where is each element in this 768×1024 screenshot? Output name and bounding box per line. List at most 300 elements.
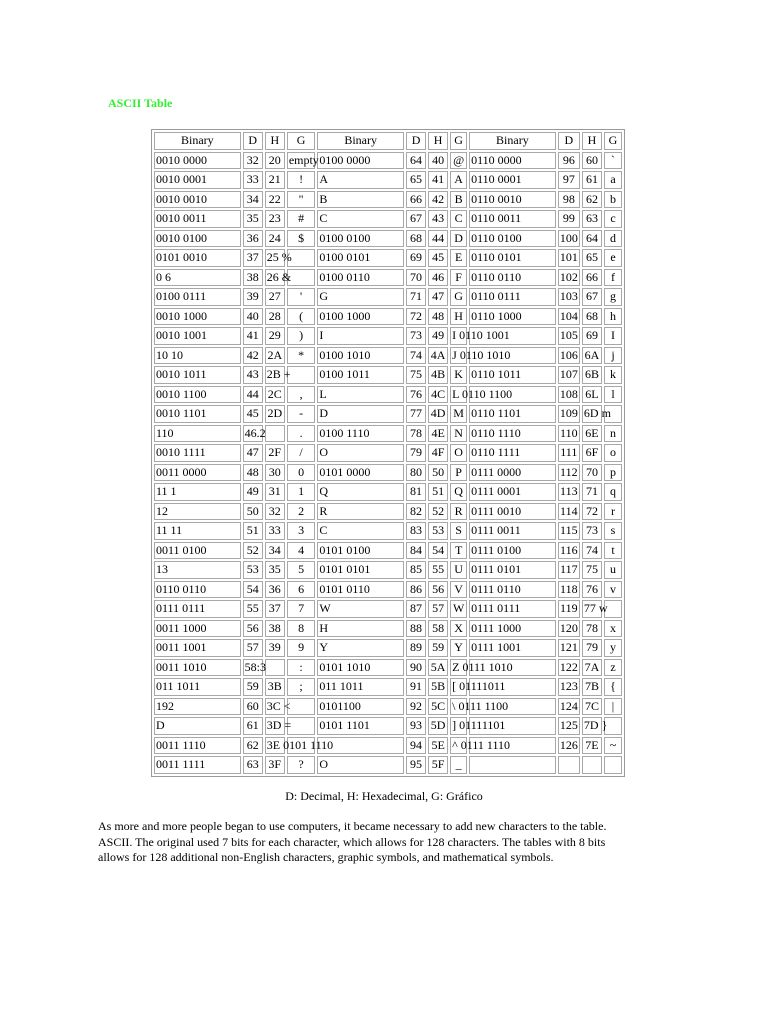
table-cell: 72 xyxy=(582,503,602,521)
table-cell: 0010 1100 xyxy=(154,386,241,404)
table-cell: 77 xyxy=(406,405,426,423)
table-cell: 93 xyxy=(406,717,426,735)
table-cell: 32 xyxy=(243,152,263,170)
table-cell: G xyxy=(317,288,404,306)
table-cell: 102 xyxy=(558,269,580,287)
table-cell: 48 xyxy=(243,464,263,482)
table-legend: D: Decimal, H: Hexadecimal, G: Gráfico xyxy=(285,789,483,803)
table-row xyxy=(154,347,622,365)
table-cell: 52 xyxy=(243,542,263,560)
table-cell: W xyxy=(317,600,404,618)
table-cell: e xyxy=(604,249,622,267)
table-cell: 5E xyxy=(428,737,448,755)
table-cell: 41 xyxy=(428,171,448,189)
table-cell: 55 xyxy=(243,600,263,618)
table-cell: 46 xyxy=(428,269,448,287)
table-cell xyxy=(287,717,316,735)
table-row xyxy=(154,249,622,267)
table-cell: 75 xyxy=(406,366,426,384)
table-cell: 0100 0000 xyxy=(317,152,404,170)
table-cell: 30 xyxy=(265,464,285,482)
table-row xyxy=(154,288,622,306)
table-cell: O xyxy=(450,444,467,462)
table-cell: 0100 1010 xyxy=(317,347,404,365)
table-cell: 0 xyxy=(287,464,316,482)
table-cell: 0011 0000 xyxy=(154,464,241,482)
table-cell: 35 xyxy=(265,561,285,579)
table-cell: 0101 0000 xyxy=(317,464,404,482)
table-cell: 82 xyxy=(406,503,426,521)
table-cell: 0010 1001 xyxy=(154,327,241,345)
table-cell: 40 xyxy=(243,308,263,326)
table-cell: 87 xyxy=(406,600,426,618)
table-cell: k xyxy=(604,366,622,384)
table-cell: 63 xyxy=(582,210,602,228)
table-cell: x xyxy=(604,620,622,638)
table-cell: a xyxy=(604,171,622,189)
table-cell: * xyxy=(287,347,316,365)
table-cell: 11 11 xyxy=(154,522,241,540)
table-row xyxy=(154,503,622,521)
table-cell: 73 xyxy=(406,327,426,345)
table-cell: 27 xyxy=(265,288,285,306)
table-cell: L xyxy=(317,386,404,404)
col-header-binary: Binary xyxy=(469,132,556,150)
table-cell: 83 xyxy=(406,522,426,540)
table-cell: 0111 0011 xyxy=(469,522,556,540)
table-cell: 0010 0100 xyxy=(154,230,241,248)
table-row xyxy=(154,542,622,560)
col-header-hex: H xyxy=(265,132,285,150)
table-cell: 65 xyxy=(582,249,602,267)
table-cell: 76 xyxy=(582,581,602,599)
table-cell: 0011 1110 xyxy=(154,737,241,755)
table-cell: C xyxy=(317,210,404,228)
col-header-binary: Binary xyxy=(317,132,404,150)
table-cell: V xyxy=(450,581,467,599)
table-row xyxy=(154,698,622,716)
table-row xyxy=(154,269,622,287)
table-cell: O xyxy=(317,756,404,774)
table-cell: C xyxy=(450,210,467,228)
table-cell: 0111 1000 xyxy=(469,620,556,638)
table-cell: 4 xyxy=(287,542,316,560)
table-cell: 51 xyxy=(243,522,263,540)
table-cell: 62 xyxy=(243,737,263,755)
table-cell: 61 xyxy=(243,717,263,735)
table-cell: B xyxy=(450,191,467,209)
table-cell: ) xyxy=(287,327,316,345)
table-row xyxy=(154,561,622,579)
header-row xyxy=(154,132,622,150)
table-cell: - xyxy=(287,405,316,423)
table-cell: 74 xyxy=(406,347,426,365)
table-cell: 80 xyxy=(406,464,426,482)
col-header-graphic: G xyxy=(287,132,316,150)
table-cell: P xyxy=(450,464,467,482)
table-cell: 0011 1000 xyxy=(154,620,241,638)
table-cell: R xyxy=(450,503,467,521)
table-cell: 48 xyxy=(428,308,448,326)
table-row xyxy=(154,191,622,209)
table-cell: . xyxy=(287,425,316,443)
table-cell: 39 xyxy=(243,288,263,306)
col-header-decimal: D xyxy=(558,132,580,150)
table-cell: @ xyxy=(450,152,467,170)
table-cell: 0101 0100 xyxy=(317,542,404,560)
table-cell: 0010 0001 xyxy=(154,171,241,189)
table-cell: 0111 0101 xyxy=(469,561,556,579)
table-cell: 109 xyxy=(558,405,580,423)
table-row xyxy=(154,308,622,326)
table-cell: { xyxy=(604,678,622,696)
table-cell: 0101 1010 xyxy=(317,659,404,677)
table-cell: 69 xyxy=(406,249,426,267)
table-row xyxy=(154,327,622,345)
table-cell: E xyxy=(450,249,467,267)
table-cell: r xyxy=(604,503,622,521)
table-cell: 3E 0101 1110 xyxy=(265,737,285,755)
table-cell: X xyxy=(450,620,467,638)
table-cell: F xyxy=(450,269,467,287)
table-cell: 47 xyxy=(428,288,448,306)
table-cell: 115 xyxy=(558,522,580,540)
table-cell: 24 xyxy=(265,230,285,248)
table-cell xyxy=(469,756,556,774)
table-cell: 0100 0101 xyxy=(317,249,404,267)
table-cell: 121 xyxy=(558,639,580,657)
table-cell: j xyxy=(604,347,622,365)
table-cell: 6B xyxy=(582,366,602,384)
table-cell: ' xyxy=(287,288,316,306)
table-cell: 90 xyxy=(406,659,426,677)
table-cell: 7D } xyxy=(582,717,602,735)
table-cell: 56 xyxy=(428,581,448,599)
table-cell: 6E xyxy=(582,425,602,443)
table-cell: 0101 0110 xyxy=(317,581,404,599)
table-row xyxy=(154,230,622,248)
table-cell: 37 xyxy=(265,600,285,618)
table-cell: 0111 0110 xyxy=(469,581,556,599)
table-cell xyxy=(558,756,580,774)
table-cell: 96 xyxy=(558,152,580,170)
table-cell: 4E xyxy=(428,425,448,443)
table-cell: 71 xyxy=(582,483,602,501)
table-row xyxy=(154,756,622,774)
table-cell: _ xyxy=(450,756,467,774)
table-cell: y xyxy=(604,639,622,657)
table-cell: 124 xyxy=(558,698,580,716)
table-cell: 57 xyxy=(243,639,263,657)
table-cell: 110 xyxy=(154,425,241,443)
table-cell: 0100 0111 xyxy=(154,288,241,306)
table-cell: 2 xyxy=(287,503,316,521)
table-cell: 113 xyxy=(558,483,580,501)
col-header-decimal: D xyxy=(406,132,426,150)
table-cell xyxy=(265,659,285,677)
table-cell: 59 xyxy=(428,639,448,657)
table-cell: U xyxy=(450,561,467,579)
description-paragraph: As more and more people began to use computers, it became necessary to add new characters to the table. ASCII. The original used 7 bits for each character, which allows for 128 characters. The tables with 8 bits allows for 128 additional non-English characters, graphic symbols, and mathematical symbols. xyxy=(98,819,607,864)
table-cell: 68 xyxy=(406,230,426,248)
table-cell: 3D = xyxy=(265,717,285,735)
table-cell: 41 xyxy=(243,327,263,345)
table-cell: 106 xyxy=(558,347,580,365)
table-cell: 60 xyxy=(243,698,263,716)
table-cell: 116 xyxy=(558,542,580,560)
table-cell: 101 xyxy=(558,249,580,267)
table-row xyxy=(154,366,622,384)
table-cell: v xyxy=(604,581,622,599)
table-cell: 12 xyxy=(154,503,241,521)
table-cell: 5A xyxy=(428,659,448,677)
table-cell: 70 xyxy=(406,269,426,287)
table-row xyxy=(154,581,622,599)
table-row xyxy=(154,152,622,170)
table-cell: 59 xyxy=(243,678,263,696)
table-cell: 26 & xyxy=(265,269,285,287)
table-cell: 108 xyxy=(558,386,580,404)
table-cell: 118 xyxy=(558,581,580,599)
table-cell: 2A xyxy=(265,347,285,365)
table-cell: 0110 0111 xyxy=(469,288,556,306)
table-cell: 65 xyxy=(406,171,426,189)
table-cell: ~ xyxy=(604,737,622,755)
table-cell: C xyxy=(317,522,404,540)
table-cell xyxy=(287,366,316,384)
table-cell: 46.2 xyxy=(243,425,263,443)
table-cell: 0110 0010 xyxy=(469,191,556,209)
table-cell: 0100 0110 xyxy=(317,269,404,287)
table-cell xyxy=(604,756,622,774)
table-cell: g xyxy=(604,288,622,306)
table-cell: 6L xyxy=(582,386,602,404)
table-cell: 89 xyxy=(406,639,426,657)
table-cell: 29 xyxy=(265,327,285,345)
table-cell xyxy=(265,425,285,443)
table-cell: 52 xyxy=(428,503,448,521)
table-cell: 5B xyxy=(428,678,448,696)
table-cell: 54 xyxy=(428,542,448,560)
table-cell: Q xyxy=(450,483,467,501)
table-cell: 58:3 xyxy=(243,659,263,677)
table-cell: 63 xyxy=(243,756,263,774)
table-cell: 32 xyxy=(265,503,285,521)
table-cell: l xyxy=(604,386,622,404)
table-cell: 0111 0000 xyxy=(469,464,556,482)
table-cell: 0110 1101 xyxy=(469,405,556,423)
table-row xyxy=(154,483,622,501)
table-cell: I xyxy=(317,327,404,345)
table-cell: 0010 0011 xyxy=(154,210,241,228)
table-cell: R xyxy=(317,503,404,521)
table-cell: 79 xyxy=(582,639,602,657)
table-cell: 7 xyxy=(287,600,316,618)
table-cell: 62 xyxy=(582,191,602,209)
table-cell: 11 1 xyxy=(154,483,241,501)
table-cell: 4F xyxy=(428,444,448,462)
table-cell: 0101100 xyxy=(317,698,404,716)
table-cell: 45 xyxy=(243,405,263,423)
table-cell: 8 xyxy=(287,620,316,638)
table-cell: D xyxy=(317,405,404,423)
table-cell: 28 xyxy=(265,308,285,326)
table-cell: 0110 0011 xyxy=(469,210,556,228)
table-cell: 43 xyxy=(243,366,263,384)
table-cell: I xyxy=(604,327,622,345)
table-cell: 1 xyxy=(287,483,316,501)
table-cell: 78 xyxy=(406,425,426,443)
table-cell: 0010 1111 xyxy=(154,444,241,462)
ascii-table xyxy=(151,129,625,777)
table-cell: J 0110 1010 xyxy=(450,347,467,365)
table-cell: 9 xyxy=(287,639,316,657)
table-cell: 7C xyxy=(582,698,602,716)
table-cell: 126 xyxy=(558,737,580,755)
table-cell: 3 xyxy=(287,522,316,540)
table-cell: 4B xyxy=(428,366,448,384)
table-cell: , xyxy=(287,386,316,404)
table-cell: 81 xyxy=(406,483,426,501)
table-cell: 5C xyxy=(428,698,448,716)
table-cell: 7E xyxy=(582,737,602,755)
table-cell: 34 xyxy=(265,542,285,560)
table-cell: 0110 0101 xyxy=(469,249,556,267)
table-cell: 78 xyxy=(582,620,602,638)
table-cell: # xyxy=(287,210,316,228)
table-body xyxy=(154,152,622,774)
table-cell: G xyxy=(450,288,467,306)
table-cell: 0011 1111 xyxy=(154,756,241,774)
table-cell: 7A xyxy=(582,659,602,677)
table-cell: 3C < xyxy=(265,698,285,716)
table-cell: 36 xyxy=(265,581,285,599)
table-cell: 0111 0111 xyxy=(469,600,556,618)
table-cell: 55 xyxy=(428,561,448,579)
table-cell: 114 xyxy=(558,503,580,521)
table-cell: 91 xyxy=(406,678,426,696)
table-cell: 56 xyxy=(243,620,263,638)
table-cell: 72 xyxy=(406,308,426,326)
table-cell: 84 xyxy=(406,542,426,560)
table-cell: 20 xyxy=(265,152,285,170)
table-cell: 011 1011 xyxy=(317,678,404,696)
table-cell xyxy=(582,756,602,774)
table-cell: 44 xyxy=(243,386,263,404)
table-cell: 34 xyxy=(243,191,263,209)
table-cell: 47 xyxy=(243,444,263,462)
table-cell: 0101 0010 xyxy=(154,249,241,267)
table-cell: f xyxy=(604,269,622,287)
table-cell: 54 xyxy=(243,581,263,599)
table-row xyxy=(154,444,622,462)
table-cell: 49 xyxy=(428,327,448,345)
table-cell: q xyxy=(604,483,622,501)
table-cell: Y xyxy=(450,639,467,657)
table-cell: H xyxy=(450,308,467,326)
table-cell: 0100 1110 xyxy=(317,425,404,443)
table-cell: 0101 0101 xyxy=(317,561,404,579)
table-cell: 98 xyxy=(558,191,580,209)
table-cell: 86 xyxy=(406,581,426,599)
table-cell: 92 xyxy=(406,698,426,716)
table-cell: ; xyxy=(287,678,316,696)
table-row xyxy=(154,717,622,735)
table-cell: 88 xyxy=(406,620,426,638)
table-cell: " xyxy=(287,191,316,209)
table-cell: [ 01111011 xyxy=(450,678,467,696)
table-cell: 6A xyxy=(582,347,602,365)
table-cell: 42 xyxy=(243,347,263,365)
table-cell: 120 xyxy=(558,620,580,638)
table-cell: ? xyxy=(287,756,316,774)
table-cell: 0100 1000 xyxy=(317,308,404,326)
table-cell: 0110 0110 xyxy=(154,581,241,599)
table-cell: 95 xyxy=(406,756,426,774)
table-cell: 0010 0000 xyxy=(154,152,241,170)
table-cell: H xyxy=(317,620,404,638)
table-cell: 77 w xyxy=(582,600,602,618)
table-cell: 112 xyxy=(558,464,580,482)
table-cell: 2D xyxy=(265,405,285,423)
table-row xyxy=(154,405,622,423)
table-cell: 99 xyxy=(558,210,580,228)
table-cell: 0 6 xyxy=(154,269,241,287)
table-cell: 6F xyxy=(582,444,602,462)
table-cell: 123 xyxy=(558,678,580,696)
table-cell: 23 xyxy=(265,210,285,228)
table-cell: 4A xyxy=(428,347,448,365)
table-cell: 53 xyxy=(243,561,263,579)
table-cell: 35 xyxy=(243,210,263,228)
table-cell: 0110 1111 xyxy=(469,444,556,462)
table-cell: Z 0111 1010 xyxy=(450,659,467,677)
table-cell: 0011 1001 xyxy=(154,639,241,657)
table-cell: 38 xyxy=(265,620,285,638)
col-header-hex: H xyxy=(428,132,448,150)
table-cell: s xyxy=(604,522,622,540)
table-cell: 45 xyxy=(428,249,448,267)
table-cell: n xyxy=(604,425,622,443)
table-cell: 31 xyxy=(265,483,285,501)
table-row xyxy=(154,464,622,482)
table-row xyxy=(154,600,622,618)
table-cell: N xyxy=(450,425,467,443)
table-cell: 70 xyxy=(582,464,602,482)
table-cell: A xyxy=(317,171,404,189)
table-cell: W xyxy=(450,600,467,618)
table-cell: 64 xyxy=(582,230,602,248)
table-cell: 64 xyxy=(406,152,426,170)
table-cell: 33 xyxy=(265,522,285,540)
table-cell: 0111 0111 xyxy=(154,600,241,618)
col-header-graphic: G xyxy=(450,132,467,150)
table-cell: 66 xyxy=(582,269,602,287)
table-cell: empty xyxy=(287,152,316,170)
table-cell: 0101 1101 xyxy=(317,717,404,735)
table-cell: 2F xyxy=(265,444,285,462)
table-row xyxy=(154,678,622,696)
table-cell: 66 xyxy=(406,191,426,209)
col-header-graphic: G xyxy=(604,132,622,150)
table-cell: 0011 0100 xyxy=(154,542,241,560)
table-cell: u xyxy=(604,561,622,579)
table-row xyxy=(154,620,622,638)
col-header-decimal: D xyxy=(243,132,263,150)
table-cell: 122 xyxy=(558,659,580,677)
table-cell: 0110 0000 xyxy=(469,152,556,170)
table-cell: 40 xyxy=(428,152,448,170)
